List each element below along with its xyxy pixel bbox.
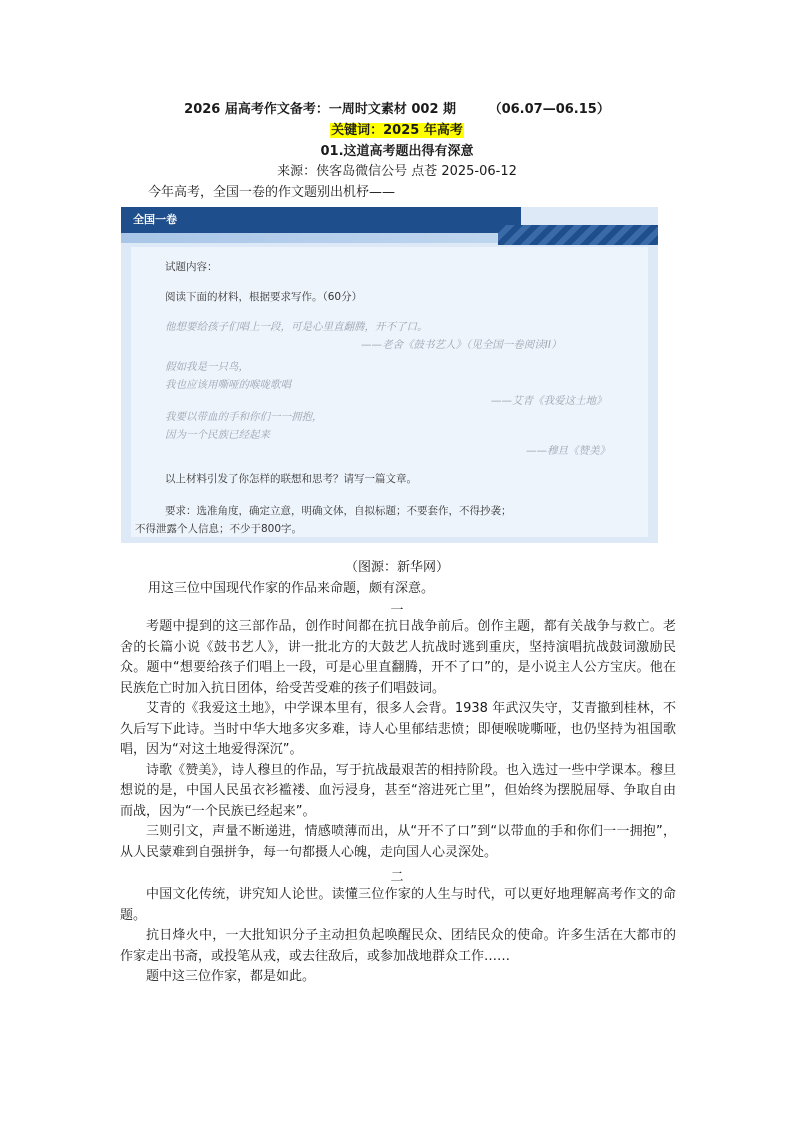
quote-3-line-2: 因为一个民族已经起来 [165,429,270,441]
section-2-number: 二 [390,870,404,885]
quote-2-line-1: 假如我是一只鸟， [165,361,249,373]
exam-content-panel [131,247,648,537]
quote-3-source: ——穆旦《赞美》 [526,445,610,457]
section-2-paragraph: 抗日烽火中，一大批知识分子主动担负起唤醒民众、团结民众的使命。许多生活在大都市的作家走出书斋，或投笔从戎，或去往敌后，或参加战地群众工作…… [120,928,676,964]
image-caption: （图源：新华网） [344,560,449,575]
exam-requirement-2: 不得泄露个人信息；不少于800字。 [135,523,303,535]
section-1-paragraph: 考题中提到的这三部作品，创作时间都在抗日战争前后。创作主题，都有关战争与救亡。老舍的长篇小说《鼓书艺人》，讲一批北方的大鼓艺人抗战时逃到重庆，坚持演唱抗战鼓词激励民众。题中“想要给孩子们唱上一段，可是心里直翻腾，开不了口”的，是小说主人公方宝庆。他在民族危亡时加入抗日团体，给受苦受难的孩子们唱鼓词。 [120,619,676,696]
section-2-body [120,885,676,988]
article-subtitle: 01.这道高考题出得有深意 [320,144,474,159]
exam-heading: 试题内容： [165,261,218,273]
quote-2-line-2: 我也应该用嘶哑的喉咙歌唱 [165,379,291,391]
banner-corner-pattern [498,225,658,245]
keyword-highlight: 关键词：2025 年高考 [331,123,463,138]
exam-prompt: 以上材料引发了你怎样的联想和思考？请写一篇文章。 [165,473,417,485]
exam-instruction: 阅读下面的材料，根据要求写作。（60分） [165,291,363,303]
quote-3-line-1: 我要以带血的手和你们一一拥抱， [165,411,323,423]
section-1-number: 一 [390,603,404,618]
article-source: 来源：侠客岛微信公号 点苍 2025-06-12 [277,164,517,179]
date-range: （06.07—06.15） [488,102,610,117]
quote-2-source: ——艾青《我爱这土地》 [491,395,607,407]
quote-1-source: ——老舍《鼓书艺人》（见全国一卷阅读II） [361,339,562,351]
section-2-paragraph: 中国文化传统，讲究知人论世。读懂三位作家的人生与时代，可以更好地理解高考作文的命题。 [120,887,676,923]
exam-banner: 全国一卷 [121,207,521,233]
section-1-paragraph: 艾青的《我爱这土地》，中学课本里有，很多人会背。1938 年武汉失守，艾青撤到桂林，不久后写下此诗。当时中华大地多灾多难，诗人心里郁结悲愤；即便喉咙嘶哑，也仍坚持为祖国歌唱，因为“对这土地爱得深沉”。 [120,701,676,757]
lead-line: 用这三位中国现代作家的作品来命题，颇有深意。 [148,581,435,596]
intro-line: 今年高考，全国一卷的作文题别出机杼—— [148,185,396,200]
title-text: 2026 届高考作文备考：一周时文素材 002 期 [184,102,457,117]
section-1-body [120,617,676,863]
exam-requirement-1: 要求：选准角度，确定立意，明确文体，自拟标题；不要套作，不得抄袭； [165,505,512,517]
exam-question-image [121,207,658,543]
section-1-paragraph: 三则引文，声量不断递进，情感喷薄而出，从“开不了口”到“以带血的手和你们一一拥抱”，从人民蒙难到自强拼争，每一句都摄人心魄，走向国人心灵深处。 [120,824,676,860]
keyword-line [0,119,794,138]
document-title [0,98,794,117]
quote-1: 他想要给孩子们唱上一段，可是心里直翻腾，开不了口。 [165,321,428,333]
section-2-paragraph: 题中这三位作家，都是如此。 [146,969,316,984]
section-1-paragraph: 诗歌《赞美》，诗人穆旦的作品，写于抗战最艰苦的相持阶段。也入选过一些中学课本。穆旦想说的是，中国人民虽衣衫褴褛、血污浸身，甚至“溶进死亡里”，但始终为摆脱屈辱、争取自由而战，因为“一个民族已经起来”。 [120,762,676,819]
